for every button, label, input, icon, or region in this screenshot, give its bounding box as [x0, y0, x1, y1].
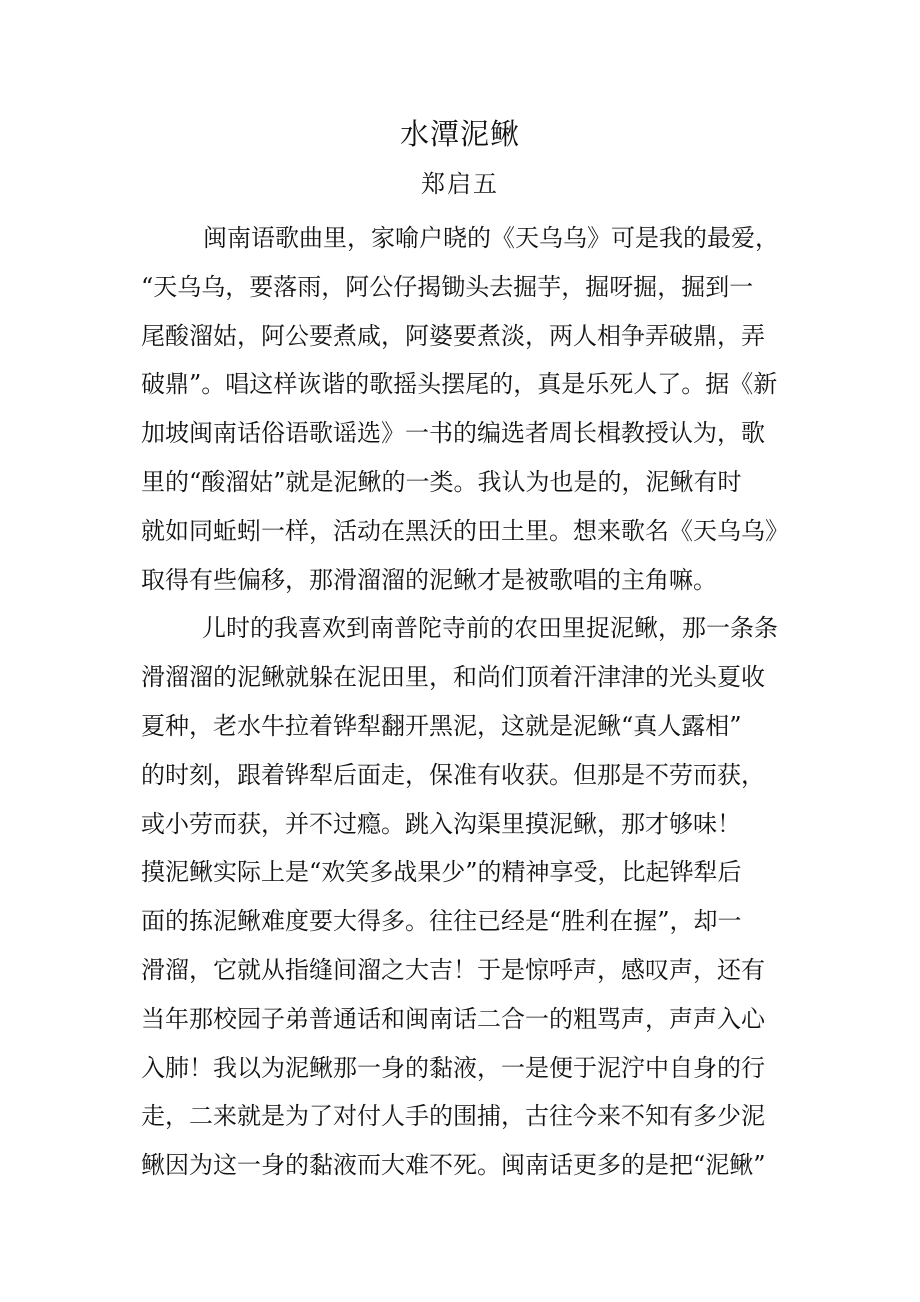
- text-line: 摸泥鳅实际上是“欢笑多战果少”的精神享受，比起铧犁后: [141, 858, 742, 887]
- document-title: 水潭泥鳅: [399, 117, 520, 151]
- text-line: “天乌乌，要落雨，阿公仔揭锄头去掘芋，掘呀掘，掘到一: [141, 272, 754, 301]
- text-line: 走，二来就是为了对付人手的围捕，古往今来不知有多少泥: [141, 1102, 765, 1131]
- text-line: 取得有些偏移，那滑溜溜的泥鳅才是被歌唱的主角嘛。: [141, 565, 717, 594]
- text-line: 闽南语歌曲里，家喻户晓的《天乌乌》可是我的最爱，: [203, 224, 779, 252]
- article-body: [141, 214, 789, 1190]
- text-line: 滑溜，它就从指缝间溜之大吉！于是惊呼声，感叹声，还有: [141, 955, 765, 984]
- text-line: 加坡闽南话俗语歌谣选》一书的编选者周长楫教授认为，歌: [141, 419, 765, 448]
- text-line: 就如同蚯蚓一样，活动在黑沃的田土里。想来歌名《天乌乌》: [141, 516, 789, 545]
- text-line: 面的拣泥鳅难度要大得多。往往已经是“胜利在握”，却一: [141, 907, 742, 936]
- text-line: 夏种，老水牛拉着铧犁翻开黑泥，这就是泥鳅“真人露相”: [141, 711, 742, 740]
- text-line: 的时刻，跟着铧犁后面走，保准有收获。但那是不劳而获，: [141, 760, 765, 789]
- text-line: 里的“酸溜姑”就是泥鳅的一类。我认为也是的，泥鳅有时: [141, 467, 742, 496]
- text-line: 破鼎”。唱这样诙谐的歌摇头摆尾的，真是乐死人了。据《新: [141, 370, 778, 399]
- text-line: 鳅因为这一身的黏液而大难不死。闽南话更多的是把“泥鳅”: [141, 1151, 766, 1180]
- text-line: 当年那校园子弟普通话和闽南话二合一的粗骂声，声声入心: [141, 1004, 765, 1033]
- author-name: 郑启五: [421, 170, 499, 198]
- text-line: 滑溜溜的泥鳅就躲在泥田里，和尚们顶着汗津津的光头夏收: [141, 663, 765, 692]
- text-line: 儿时的我喜欢到南普陀寺前的农田里捉泥鳅，那一条条: [202, 614, 778, 643]
- text-line: 或小劳而获，并不过瘾。跳入沟渠里摸泥鳅，那才够味！: [141, 809, 741, 838]
- text-line: 尾酸溜姑，阿公要煮咸，阿婆要煮淡，两人相争弄破鼎，弄: [141, 321, 765, 350]
- text-line: 入肺！我以为泥鳅那一身的黏液，一是便于泥泞中自身的行: [141, 1053, 765, 1082]
